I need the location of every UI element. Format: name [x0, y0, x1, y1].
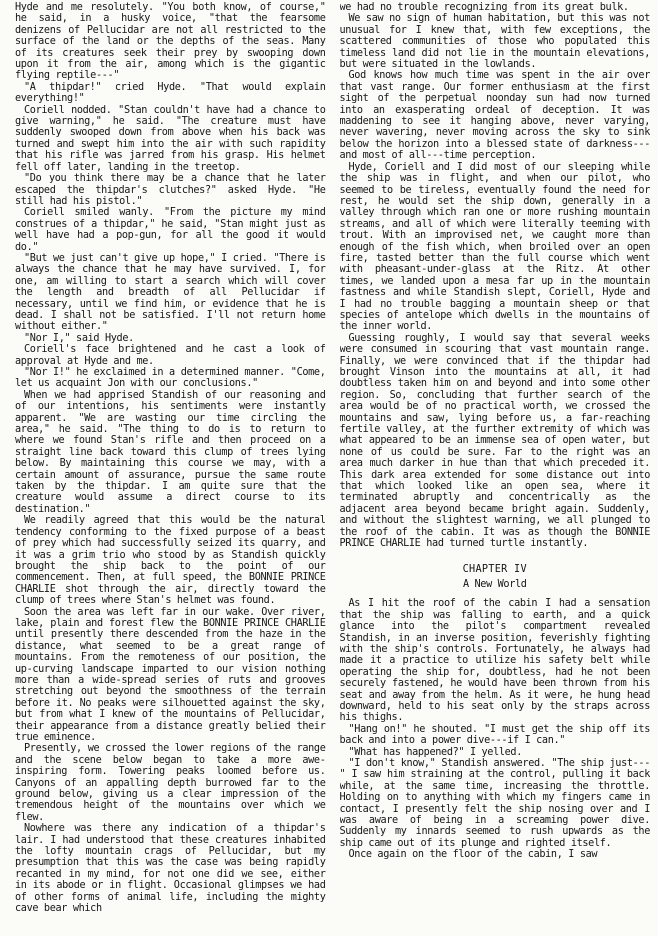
- chapter-heading: CHAPTER IV: [462, 563, 527, 575]
- right-column: [340, 2, 651, 936]
- paragraph: Hyde and me resolutely. "You both know, of course," he said, in a husky voice, "that the fearsome denizens of Pellucidar are not all restricted to the surface of the land or the depths of the seas. Many of its creatures seek their prey by swooping down upon it from the air, among which is the gigantic flying reptile---": [15, 2, 326, 82]
- paragraph: When we had apprised Standish of our reasoning and of our intentions, his sentiments were instantly apparent. "We are wasting our time circling the area," he said. "The thing to do is to return to where we found Stan's rifle and then proceed on a straight line back toward this clump of trees lying below. By maintaining this course we may, with a certain amount of assurance, pursue the same route taken by the thipdar. I am quite sure that the creature would assume a direct course to its destination.": [15, 389, 326, 515]
- paragraph: Soon the area was left far in our wake. Over river, lake, plain and forest flew the BONNIE PRINCE CHARLIE until presently there descended from the haze in the distance, what seemed to be a great range of mountains. From the remoteness of our position, the up-curving landscape imparted to our vision nothing more than a wide-spread series of ruts and grooves stretching out beyond the smoothness of the terrain before it. No peaks were silhouetted against the sky, but from what I knew of the mountains of Pellucidar, their appearance from a distance greatly belied their true eminence.: [15, 606, 326, 743]
- paragraph: "I don't know," Standish answered. "The ship just---" I saw him straining at the control, pulling it back while, at the same time, increasing the throttle. Holding on to anything with which my fingers came in contact, I presently felt the ship nosing over and I was aware of being in a screaming power dive. Suddenly my innards seemed to rush upwards as the ship came out of its plunge and righted itself.: [339, 758, 650, 849]
- paragraph: "Nor I," said Hyde.: [24, 332, 134, 344]
- paragraph: "Hang on!" he shouted. "I must get the ship off its back and into a power dive---if I can.": [339, 723, 650, 747]
- paragraph: Once again on the floor of the cabin, I saw: [348, 849, 598, 861]
- paragraph: Coriell's face brightened and he cast a look of approval at Hyde and me.: [15, 344, 326, 367]
- paragraph: Presently, we crossed the lower regions of the range and the scene below began to take a more awe-inspiring form. Towering peaks loomed before us. Canyons of an appalling depth burrowed far to the ground below, giving us a clear impression of the tremendous height of the mountains over which we flew.: [15, 743, 326, 823]
- paragraph: "Do you think there may be a chance that he later escaped the thipdar's clutches?" asked Hyde. "He still had his pistol.": [15, 173, 326, 207]
- paragraph: Hyde, Coriell and I did most of our sleeping while the ship was in flight, and when our pilot, who seemed to be tireless, eventually found the need for rest, he would set the ship down, generally in a valley through which ran one or more rushing mountain streams, and all of which were literally teeming with trout. With an improvised net, we caught more than enough of the fish which, when broiled over an open fire, tasted better than the full course which went with pheasant-under-glass at the Ritz. At other times, we landed upon a mesa far up in the mountain fastness and while Standish slept, Coriell, Hyde and I had no trouble bagging a mountain sheep or that species of antelope which dwells in the mountains of the inner world.: [339, 161, 650, 333]
- paragraph: "A thipdar!" cried Hyde. "That would explain everything!": [15, 81, 326, 105]
- paragraph: Coriell nodded. "Stan couldn't have had a chance to give warning," he said. "The creature must have suddenly swooped down from above when his back was turned and swept him into the air with such rapidity that his rifle was jarred from his grasp. His helmet fell off later, landing in the treetop.: [15, 104, 326, 173]
- paragraph: "Nor I!" he exclaimed in a determined manner. "Come, let us acquaint Jon with our conclusions.": [15, 367, 326, 390]
- paragraph: We saw no sign of human habitation, but this was not unusual for I knew that, with few exceptions, the scattered communities of those who populated this timeless land did not lie in the mountain elevations, but were situated in the lowlands.: [339, 13, 650, 71]
- paragraph: "What has happened?" I yelled.: [348, 746, 523, 758]
- paragraph: Coriell smiled wanly. "From the picture my mind construes of a thipdar," he said, "Stan might just as well have had a pop-gun, for all the good it would do.": [15, 207, 326, 253]
- paragraph: we had no trouble recognizing from its great bulk.: [339, 2, 629, 13]
- paragraph: As I hit the roof of the cabin I had a sensation that the ship was falling to earth, and a quick glance into the pilot's compartment revealed Standish, in an inverse position, feverishly fighting with the ship's controls. Fortunately, he always had made it a practice to utilize his safety belt while operating the ship for, doubtless, had he not been securely fastened, he would have been thrown from his seat and away from the helm. As it were, he hung head downward, held to his seat only by the straps across his thighs.: [339, 598, 650, 724]
- paragraph: Nowhere was there any indication of a thipdar's lair. I had understood that these creatures inhabited the lofty mountain crags of Pellucidar, but my presumption that this was the case was being rapidly recanted in my mind, for not one did we see, either in its abode or in flight. Occasional glimpses we had of other forms of animal life, including the mighty cave bear which: [15, 823, 326, 915]
- paragraph: We readily agreed that this would be the natural tendency conforming to the fixed purpose of a beast of prey which had successfully seized its quarry, and it was a grim trio who stood by as Standish quickly brought the ship back to the point of our commencement. Then, at full speed, the BONNIE PRINCE CHARLIE shot through the air, directly toward the clump of trees where Stan's helmet was found.: [15, 515, 326, 607]
- chapter-subtitle: A New World: [462, 578, 527, 590]
- paragraph: God knows how much time was spent in the air over that vast range. Our former enthusiasm at the first sight of the perpetual noonday sun had now turned into an exasperating ordeal of deception. It was maddening to see it hanging above, never varying, never wavering, never moving across the sky to sink below the horizon into a blessed state of darkness---and most of all---time perception.: [339, 70, 650, 162]
- paragraph: Guessing roughly, I would say that several weeks were consumed in scouring that vast mountain range. Finally, we were convinced that if the thipdar had brought Vinson into the mountains at all, it had doubtless taken him on and beyond and into some other region. So, concluding that further search of the area would be of no practical worth, we crossed the mountains and saw, lying before us, a far-reaching fertile valley, at the further extremity of which was what appeared to be an immense sea of open water, but none of us could be sure. Far to the right was an area much darker in hue than that which preceded it. This dark area extended for some distance out into that which looked like an open sea, where it terminated abruptly and concentrically as the adjacent area beyond became bright again. Suddenly, and without the slightest warning, we all plunged to the roof of the cabin. It was as though the BONNIE PRINCE CHARLIE had turned turtle instantly.: [339, 332, 650, 550]
- paragraph: "But we just can't give up hope," I cried. "There is always the chance that he may have survived. I, for one, am willing to start a search which will cover the length and breadth of all Pellucidar if necessary, until we find him, or evidence that he is dead. I shall not be satisfied. I'll not return home without either.": [15, 252, 326, 333]
- left-column: [15, 2, 326, 936]
